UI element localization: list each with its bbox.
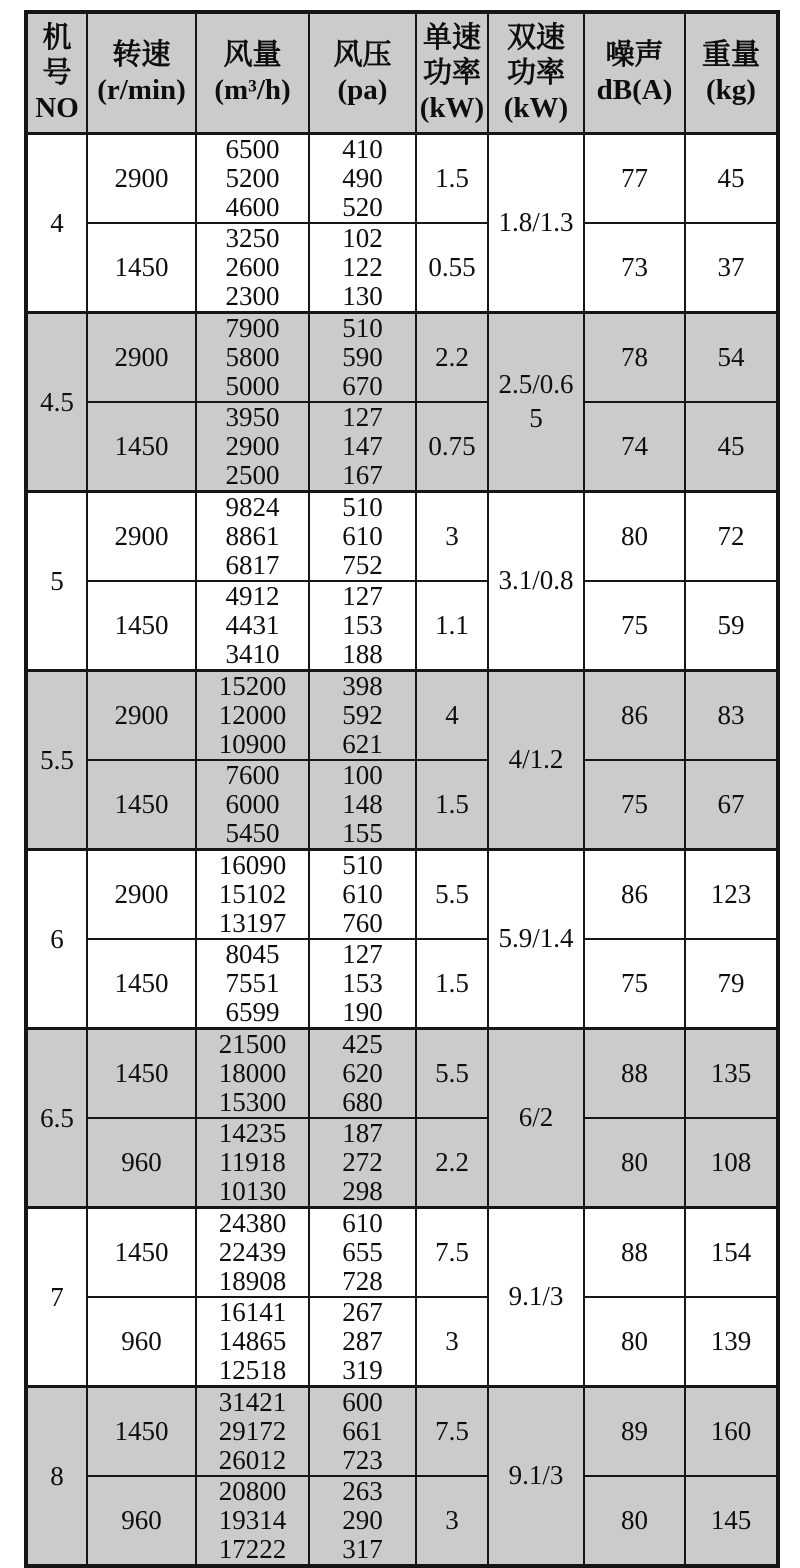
cell-air-pressure-list: [310, 672, 415, 759]
cell-air-volume-value: 4431: [225, 610, 280, 640]
cell-air-pressure-list: [310, 582, 415, 669]
cell-model-no: 6.5: [26, 1029, 87, 1208]
cell-air-pressure-value: 760: [342, 908, 383, 938]
cell-air-pressure-value: 153: [342, 968, 383, 998]
column-header-line: (pa): [337, 74, 388, 106]
cell-air-pressure-value: 188: [342, 639, 383, 669]
cell-air-pressure: [309, 1208, 416, 1298]
cell-air-volume-value: 18908: [218, 1266, 287, 1296]
cell-rpm: 1450: [87, 1387, 196, 1477]
spec-row-no8-rpm960: [26, 1476, 778, 1566]
cell-single-power: 5.5: [416, 850, 488, 940]
cell-air-pressure: [309, 1029, 416, 1119]
spec-row-no4.5-rpm1450: [26, 402, 778, 492]
cell-air-volume-list: [197, 851, 308, 938]
cell-air-pressure-value: 728: [342, 1266, 383, 1296]
column-header-weight: [685, 12, 778, 134]
cell-air-pressure-list: [310, 851, 415, 938]
cell-air-pressure-value: 680: [342, 1087, 383, 1117]
column-header-line: 功率: [506, 56, 565, 89]
cell-air-volume-list: [197, 672, 308, 759]
column-header-line: (m³/h): [214, 74, 291, 106]
cell-air-volume: [196, 939, 309, 1029]
cell-air-volume-value: 17222: [218, 1534, 287, 1564]
cell-noise: 80: [584, 1118, 685, 1208]
cell-air-volume-list: [197, 224, 308, 311]
cell-air-pressure-value: 153: [342, 610, 383, 640]
cell-air-pressure-list: [310, 1298, 415, 1385]
cell-air-pressure-value: 167: [342, 460, 383, 490]
cell-air-pressure-value: 621: [342, 729, 383, 759]
cell-single-power: 1.5: [416, 134, 488, 224]
cell-model-no: 7: [26, 1208, 87, 1387]
cell-air-volume-value: 2900: [225, 431, 280, 461]
cell-air-volume: [196, 313, 309, 403]
spec-row-no7-rpm1450: [26, 1208, 778, 1298]
cell-air-pressure-value: 319: [342, 1355, 383, 1385]
spec-row-no5-rpm1450: [26, 581, 778, 671]
spec-row-no5-rpm2900: [26, 492, 778, 582]
column-header-line: (r/min): [97, 74, 186, 106]
cell-dual-power: 3.1/0.8: [488, 492, 584, 671]
cell-model-no: 8: [26, 1387, 87, 1567]
cell-weight: 45: [685, 402, 778, 492]
cell-rpm: 2900: [87, 134, 196, 224]
cell-air-pressure-value: 610: [342, 1208, 383, 1238]
cell-air-volume-value: 6000: [225, 789, 280, 819]
cell-air-volume-list: [197, 403, 308, 490]
cell-dual-power: 5.9/1.4: [488, 850, 584, 1029]
cell-rpm: 1450: [87, 581, 196, 671]
cell-air-pressure-value: 600: [342, 1387, 383, 1417]
cell-rpm: 1450: [87, 223, 196, 313]
cell-rpm: 1450: [87, 1208, 196, 1298]
cell-air-volume-list: [197, 1209, 308, 1296]
cell-air-volume-list: [197, 1477, 308, 1564]
cell-air-pressure-value: 661: [342, 1416, 383, 1446]
cell-air-pressure-value: 267: [342, 1297, 383, 1327]
spec-row-no5.5-rpm2900: [26, 671, 778, 761]
cell-rpm: 1450: [87, 402, 196, 492]
column-header-line: 单速: [422, 21, 481, 54]
cell-air-pressure: [309, 134, 416, 224]
cell-air-volume: [196, 134, 309, 224]
cell-air-volume-value: 31421: [218, 1387, 287, 1417]
cell-air-pressure-value: 190: [342, 997, 383, 1027]
cell-air-pressure-list: [310, 940, 415, 1027]
column-header-line: NO: [35, 91, 79, 124]
cell-air-pressure-value: 298: [342, 1176, 383, 1206]
cell-air-pressure-value: 592: [342, 700, 383, 730]
cell-air-volume-list: [197, 135, 308, 222]
column-header-line: (kW): [503, 91, 569, 124]
cell-noise: 80: [584, 1476, 685, 1566]
cell-air-volume: [196, 671, 309, 761]
spec-row-no6.5-rpm960: [26, 1118, 778, 1208]
cell-air-volume-value: 18000: [218, 1058, 287, 1088]
cell-air-pressure: [309, 402, 416, 492]
cell-rpm: 2900: [87, 492, 196, 582]
cell-model-no: 4.5: [26, 313, 87, 492]
cell-air-pressure-value: 122: [342, 252, 383, 282]
cell-single-power: 3: [416, 492, 488, 582]
cell-dual-power: 6/2: [488, 1029, 584, 1208]
cell-air-pressure-value: 100: [342, 760, 383, 790]
cell-air-pressure-list: [310, 1030, 415, 1117]
cell-air-volume-value: 4912: [225, 581, 280, 611]
cell-air-pressure: [309, 671, 416, 761]
fan-specification-table: [24, 10, 780, 1568]
cell-model-no: 6: [26, 850, 87, 1029]
cell-air-volume-value: 6500: [225, 134, 280, 164]
cell-air-pressure-list: [310, 1388, 415, 1475]
cell-air-volume-value: 2300: [225, 281, 280, 311]
cell-air-volume-value: 24380: [218, 1208, 287, 1238]
cell-noise: 75: [584, 581, 685, 671]
cell-air-pressure: [309, 1118, 416, 1208]
cell-air-pressure-value: 127: [342, 581, 383, 611]
spec-row-no8-rpm1450: [26, 1387, 778, 1477]
cell-rpm: 960: [87, 1297, 196, 1387]
cell-air-pressure-value: 610: [342, 521, 383, 551]
cell-single-power: 1.1: [416, 581, 488, 671]
cell-air-pressure-value: 510: [342, 313, 383, 343]
header-row: [26, 12, 778, 134]
column-header-air-volume: [196, 12, 309, 134]
cell-air-pressure-value: 410: [342, 134, 383, 164]
cell-air-pressure-value: 620: [342, 1058, 383, 1088]
column-header-model-no: [26, 12, 87, 134]
cell-noise: 80: [584, 492, 685, 582]
spec-row-no6-rpm1450: [26, 939, 778, 1029]
cell-single-power: 3: [416, 1297, 488, 1387]
cell-noise: 78: [584, 313, 685, 403]
cell-air-volume-value: 19314: [218, 1505, 287, 1535]
cell-single-power: 1.5: [416, 760, 488, 850]
cell-single-power: 2.2: [416, 313, 488, 403]
cell-air-pressure-value: 130: [342, 281, 383, 311]
column-header-line: 风量: [223, 39, 282, 71]
spec-row-no4-rpm2900: [26, 134, 778, 224]
column-header-dual-speed-power: [488, 12, 584, 134]
cell-air-pressure: [309, 581, 416, 671]
cell-air-volume-value: 7551: [225, 968, 280, 998]
cell-single-power: 7.5: [416, 1208, 488, 1298]
cell-single-power: 2.2: [416, 1118, 488, 1208]
cell-air-volume-value: 29172: [218, 1416, 287, 1446]
cell-dual-power: 9.1/3: [488, 1208, 584, 1387]
cell-air-volume-value: 5000: [225, 371, 280, 401]
cell-air-pressure-value: 490: [342, 163, 383, 193]
cell-air-volume-value: 5800: [225, 342, 280, 372]
cell-air-volume-value: 16090: [218, 850, 287, 880]
cell-air-pressure: [309, 1297, 416, 1387]
cell-air-pressure-list: [310, 135, 415, 222]
cell-weight: 72: [685, 492, 778, 582]
cell-single-power: 3: [416, 1476, 488, 1566]
cell-air-volume: [196, 402, 309, 492]
cell-weight: 37: [685, 223, 778, 313]
cell-noise: 75: [584, 760, 685, 850]
cell-air-volume-value: 3410: [225, 639, 280, 669]
cell-rpm: 2900: [87, 671, 196, 761]
cell-noise: 77: [584, 134, 685, 224]
cell-air-volume-value: 6599: [225, 997, 280, 1027]
cell-air-pressure-list: [310, 314, 415, 401]
cell-noise: 86: [584, 671, 685, 761]
cell-air-volume: [196, 1208, 309, 1298]
cell-air-volume-value: 10900: [218, 729, 287, 759]
cell-dual-power: 4/1.2: [488, 671, 584, 850]
cell-noise: 80: [584, 1297, 685, 1387]
cell-air-volume-value: 5200: [225, 163, 280, 193]
cell-air-pressure: [309, 223, 416, 313]
cell-air-pressure-list: [310, 403, 415, 490]
cell-air-pressure-value: 290: [342, 1505, 383, 1535]
cell-noise: 74: [584, 402, 685, 492]
cell-air-volume-value: 2500: [225, 460, 280, 490]
cell-single-power: 7.5: [416, 1387, 488, 1477]
cell-air-volume-value: 5450: [225, 818, 280, 848]
cell-air-volume-value: 7600: [225, 760, 280, 790]
cell-weight: 123: [685, 850, 778, 940]
cell-air-volume-value: 13197: [218, 908, 287, 938]
cell-single-power: 0.55: [416, 223, 488, 313]
cell-air-volume-list: [197, 493, 308, 580]
cell-air-pressure-list: [310, 224, 415, 311]
cell-single-power: 4: [416, 671, 488, 761]
cell-air-volume-value: 12000: [218, 700, 287, 730]
cell-weight: 135: [685, 1029, 778, 1119]
cell-weight: 83: [685, 671, 778, 761]
cell-weight: 108: [685, 1118, 778, 1208]
cell-air-pressure: [309, 1387, 416, 1477]
cell-rpm: 960: [87, 1476, 196, 1566]
cell-air-volume-value: 21500: [218, 1029, 287, 1059]
cell-air-volume: [196, 223, 309, 313]
cell-dual-power: 2.5/0.65: [488, 313, 584, 492]
cell-air-pressure-value: 655: [342, 1237, 383, 1267]
cell-air-pressure-list: [310, 1477, 415, 1564]
column-header-noise: [584, 12, 685, 134]
cell-air-volume-value: 15102: [218, 879, 287, 909]
cell-air-pressure-value: 147: [342, 431, 383, 461]
cell-air-volume: [196, 760, 309, 850]
cell-air-pressure-value: 148: [342, 789, 383, 819]
cell-air-volume-value: 26012: [218, 1445, 287, 1475]
table-header: [26, 12, 778, 134]
cell-air-volume: [196, 581, 309, 671]
cell-air-volume-list: [197, 314, 308, 401]
spec-row-no6-rpm2900: [26, 850, 778, 940]
cell-weight: 79: [685, 939, 778, 1029]
cell-air-pressure: [309, 1476, 416, 1566]
cell-air-pressure-value: 317: [342, 1534, 383, 1564]
cell-weight: 145: [685, 1476, 778, 1566]
cell-air-volume-value: 3250: [225, 223, 280, 253]
cell-weight: 160: [685, 1387, 778, 1477]
spec-row-no7-rpm960: [26, 1297, 778, 1387]
column-header-line: 号: [42, 56, 72, 89]
cell-air-pressure-value: 510: [342, 850, 383, 880]
cell-air-volume-value: 3950: [225, 402, 280, 432]
cell-air-volume-value: 14865: [218, 1326, 287, 1356]
cell-air-volume-list: [197, 761, 308, 848]
cell-weight: 54: [685, 313, 778, 403]
cell-air-pressure-list: [310, 1209, 415, 1296]
column-header-line: 机: [42, 21, 72, 54]
cell-air-pressure-list: [310, 493, 415, 580]
column-header-line: 转速: [112, 39, 171, 71]
cell-air-volume-list: [197, 1298, 308, 1385]
cell-air-volume-list: [197, 1030, 308, 1117]
spec-row-no4-rpm1450: [26, 223, 778, 313]
cell-air-volume: [196, 1387, 309, 1477]
column-header-line: 功率: [422, 56, 481, 89]
column-header-line: 风压: [333, 39, 392, 71]
cell-air-volume-list: [197, 940, 308, 1027]
cell-air-pressure-value: 187: [342, 1118, 383, 1148]
cell-rpm: 2900: [87, 313, 196, 403]
cell-air-pressure-value: 272: [342, 1147, 383, 1177]
cell-air-pressure-value: 398: [342, 671, 383, 701]
cell-air-volume-value: 9824: [225, 492, 280, 522]
cell-air-pressure: [309, 939, 416, 1029]
cell-air-pressure-value: 102: [342, 223, 383, 253]
column-header-line: 噪声: [605, 39, 664, 71]
cell-air-pressure-value: 723: [342, 1445, 383, 1475]
cell-air-pressure-value: 510: [342, 492, 383, 522]
cell-noise: 88: [584, 1029, 685, 1119]
cell-air-volume-value: 16141: [218, 1297, 287, 1327]
cell-air-pressure-value: 590: [342, 342, 383, 372]
column-header-line: 重量: [701, 39, 760, 71]
cell-air-volume: [196, 1476, 309, 1566]
cell-air-pressure: [309, 760, 416, 850]
cell-air-volume-value: 15200: [218, 671, 287, 701]
column-header-line: 双速: [506, 21, 565, 54]
cell-air-volume-value: 7900: [225, 313, 280, 343]
cell-single-power: 0.75: [416, 402, 488, 492]
cell-air-pressure: [309, 492, 416, 582]
cell-air-volume-list: [197, 1388, 308, 1475]
column-header-single-speed-power: [416, 12, 488, 134]
cell-air-pressure-value: 263: [342, 1476, 383, 1506]
cell-air-pressure-list: [310, 761, 415, 848]
cell-air-volume-value: 20800: [218, 1476, 287, 1506]
cell-noise: 89: [584, 1387, 685, 1477]
cell-noise: 75: [584, 939, 685, 1029]
cell-weight: 139: [685, 1297, 778, 1387]
cell-weight: 59: [685, 581, 778, 671]
cell-model-no: 5: [26, 492, 87, 671]
cell-air-volume-value: 11918: [219, 1147, 286, 1177]
cell-air-volume: [196, 850, 309, 940]
column-header-line: dB(A): [596, 74, 673, 106]
spec-row-no6.5-rpm1450: [26, 1029, 778, 1119]
cell-air-volume-value: 14235: [218, 1118, 287, 1148]
cell-air-pressure-value: 610: [342, 879, 383, 909]
cell-air-pressure-value: 127: [342, 402, 383, 432]
cell-single-power: 5.5: [416, 1029, 488, 1119]
cell-model-no: 5.5: [26, 671, 87, 850]
table-body: [26, 134, 778, 1567]
cell-air-pressure-value: 287: [342, 1326, 383, 1356]
cell-air-volume-list: [197, 1119, 308, 1206]
cell-dual-power: 9.1/3: [488, 1387, 584, 1567]
cell-air-volume-list: [197, 582, 308, 669]
cell-air-pressure: [309, 850, 416, 940]
cell-dual-power: 1.8/1.3: [488, 134, 584, 313]
cell-noise: 88: [584, 1208, 685, 1298]
cell-air-volume-value: 2600: [225, 252, 280, 282]
spec-row-no5.5-rpm1450: [26, 760, 778, 850]
cell-air-volume-value: 8045: [225, 939, 280, 969]
cell-air-pressure: [309, 313, 416, 403]
cell-air-pressure-value: 127: [342, 939, 383, 969]
cell-rpm: 1450: [87, 939, 196, 1029]
cell-air-pressure-value: 155: [342, 818, 383, 848]
column-header-air-pressure: [309, 12, 416, 134]
cell-air-pressure-list: [310, 1119, 415, 1206]
cell-air-volume-value: 15300: [218, 1087, 287, 1117]
cell-weight: 67: [685, 760, 778, 850]
cell-air-volume-value: 22439: [218, 1237, 287, 1267]
column-header-line: (kg): [706, 74, 756, 106]
cell-single-power: 1.5: [416, 939, 488, 1029]
column-header-speed: [87, 12, 196, 134]
cell-air-pressure-value: 752: [342, 550, 383, 580]
cell-air-volume-value: 10130: [218, 1176, 287, 1206]
cell-rpm: 2900: [87, 850, 196, 940]
cell-weight: 154: [685, 1208, 778, 1298]
cell-rpm: 960: [87, 1118, 196, 1208]
cell-air-volume: [196, 1297, 309, 1387]
cell-noise: 73: [584, 223, 685, 313]
cell-air-volume: [196, 1118, 309, 1208]
cell-air-volume-value: 6817: [225, 550, 280, 580]
spec-row-no4.5-rpm2900: [26, 313, 778, 403]
cell-air-volume-value: 4600: [225, 192, 280, 222]
cell-rpm: 1450: [87, 760, 196, 850]
cell-air-volume-value: 8861: [225, 521, 280, 551]
cell-air-volume: [196, 1029, 309, 1119]
cell-noise: 86: [584, 850, 685, 940]
cell-air-pressure-value: 425: [342, 1029, 383, 1059]
cell-air-pressure-value: 670: [342, 371, 383, 401]
cell-rpm: 1450: [87, 1029, 196, 1119]
cell-air-volume-value: 12518: [218, 1355, 287, 1385]
cell-air-volume: [196, 492, 309, 582]
cell-model-no: 4: [26, 134, 87, 313]
cell-weight: 45: [685, 134, 778, 224]
cell-air-pressure-value: 520: [342, 192, 383, 222]
column-header-line: (kW): [419, 91, 485, 124]
